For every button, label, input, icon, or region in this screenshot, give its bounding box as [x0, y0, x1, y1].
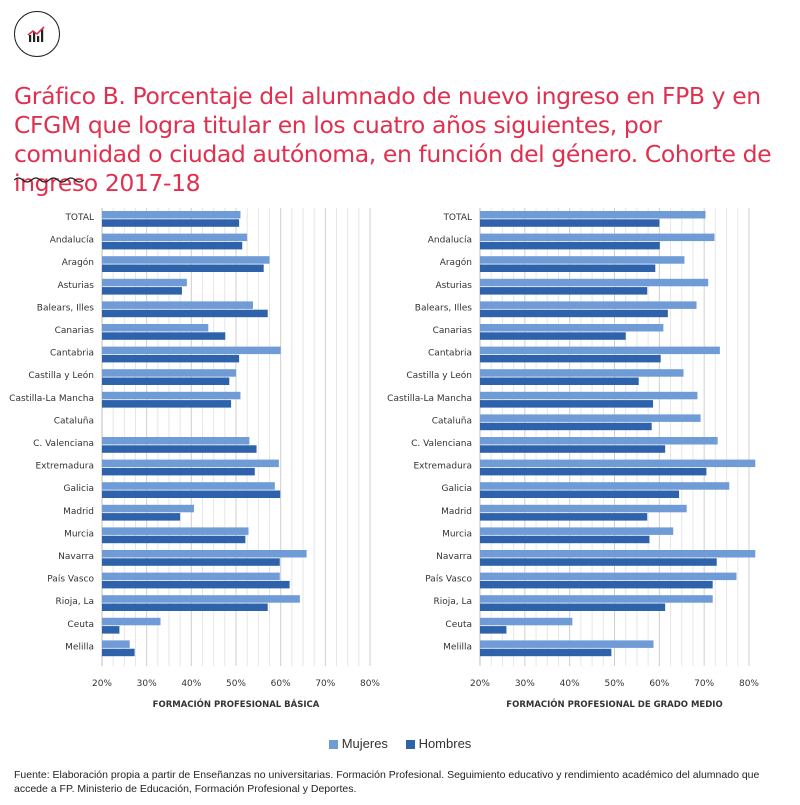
- bar-hombres: [480, 219, 659, 227]
- bar-mujeres: [480, 482, 729, 490]
- bar-mujeres: [102, 234, 247, 242]
- tick-label: 80%: [359, 679, 381, 689]
- tick-label: 60%: [270, 679, 291, 689]
- tick-label: 70%: [315, 679, 336, 689]
- bar-mujeres: [102, 392, 240, 400]
- bar-mujeres: [102, 527, 249, 535]
- category-label: Extremadura: [413, 461, 472, 472]
- bar-hombres: [480, 513, 647, 521]
- decorative-wave: [14, 176, 84, 184]
- category-label: Canarias: [54, 326, 94, 336]
- category-label: Ceuta: [67, 619, 94, 630]
- bar-mujeres: [102, 256, 270, 264]
- bar-hombres: [102, 400, 231, 408]
- bar-hombres: [102, 491, 280, 499]
- bar-hombres: [102, 445, 257, 453]
- source-note: Fuente: Elaboración propia a partir de Enseñanzas no universitarias. Formación Profesional. Seguimiento educativo y rendimiento académico del alumnado que accede a FP. Ministerio de Educación, Formación Profesional y Deportes.: [14, 769, 760, 795]
- tick-label: 60%: [649, 679, 670, 689]
- tick-label: 80%: [738, 679, 760, 689]
- x-axis-title: FORMACIÓN PROFESIONAL BÁSICA: [152, 700, 320, 710]
- bar-mujeres: [102, 279, 187, 287]
- bar-hombres: [480, 649, 611, 657]
- category-label: Cantabria: [50, 348, 94, 359]
- bar-hombres: [480, 445, 665, 453]
- bar-mujeres: [480, 640, 654, 648]
- legend-swatch-mujeres: [329, 740, 338, 749]
- bar-mujeres: [480, 618, 572, 626]
- bar-hombres: [102, 558, 280, 566]
- category-label: Cataluña: [53, 416, 94, 427]
- legend-item-mujeres: [329, 736, 388, 751]
- bar-hombres: [102, 536, 245, 544]
- bar-mujeres: [102, 437, 249, 445]
- bar-hombres: [480, 265, 655, 273]
- bar-mujeres: [102, 347, 281, 355]
- category-label: Murcia: [64, 529, 94, 540]
- bar-chart-icon: [26, 23, 48, 45]
- bar-mujeres: [102, 550, 307, 558]
- bar-mujeres: [102, 369, 236, 377]
- bar-mujeres: [102, 211, 240, 219]
- bar-hombres: [480, 626, 506, 634]
- category-label: Galicia: [441, 484, 472, 495]
- legend-label-hombres: Hombres: [418, 736, 472, 751]
- bar-hombres: [480, 468, 706, 476]
- category-label: Castilla-La Mancha: [387, 393, 472, 404]
- category-label: Murcia: [442, 529, 472, 540]
- bar-mujeres: [102, 460, 279, 468]
- category-label: Andalucía: [427, 235, 472, 246]
- bar-hombres: [480, 604, 665, 612]
- category-label: Canarias: [432, 326, 472, 336]
- category-label: Madrid: [441, 506, 472, 517]
- bar-mujeres: [480, 347, 720, 355]
- bar-mujeres: [480, 279, 708, 287]
- bar-hombres: [102, 310, 268, 318]
- bar-hombres: [480, 581, 713, 589]
- tick-label: 70%: [694, 679, 715, 689]
- bar-mujeres: [102, 482, 275, 490]
- category-label: Melilla: [65, 642, 94, 653]
- bar-hombres: [480, 491, 679, 499]
- category-label: Ceuta: [445, 619, 472, 630]
- tick-label: 40%: [559, 679, 580, 689]
- category-label: Balears, Illes: [36, 303, 94, 314]
- bar-mujeres: [102, 324, 208, 332]
- bar-mujeres: [102, 573, 280, 581]
- category-label: País Vasco: [425, 574, 472, 585]
- logo: [14, 11, 60, 57]
- bar-hombres: [102, 626, 119, 634]
- bar-mujeres: [102, 618, 161, 626]
- category-label: Balears, Illes: [414, 303, 472, 314]
- category-label: Castilla y León: [28, 371, 94, 382]
- tick-label: 20%: [91, 679, 113, 689]
- bar-mujeres: [480, 595, 713, 603]
- bar-hombres: [102, 242, 242, 250]
- bar-hombres: [480, 558, 717, 566]
- tick-label: 30%: [136, 679, 157, 689]
- bar-mujeres: [480, 527, 673, 535]
- bar-mujeres: [102, 595, 300, 603]
- bar-hombres: [102, 468, 255, 476]
- category-label: Madrid: [63, 506, 94, 517]
- category-label: Cantabria: [428, 348, 472, 359]
- bar-hombres: [102, 287, 182, 295]
- bar-hombres: [102, 355, 239, 363]
- legend-item-hombres: [406, 736, 472, 751]
- category-label: Navarra: [58, 552, 94, 562]
- category-label: Andalucía: [49, 235, 94, 246]
- bar-hombres: [480, 423, 652, 431]
- bar-mujeres: [102, 505, 194, 513]
- category-label: Melilla: [443, 642, 472, 653]
- bar-hombres: [480, 287, 647, 295]
- bar-mujeres: [480, 392, 697, 400]
- bar-mujeres: [480, 234, 714, 242]
- category-label: Navarra: [436, 552, 472, 562]
- bar-mujeres: [102, 640, 130, 648]
- category-label: Cataluña: [431, 416, 472, 427]
- bar-hombres: [480, 332, 626, 340]
- category-label: Asturias: [57, 280, 94, 291]
- legend: [0, 736, 800, 751]
- category-label: TOTAL: [443, 213, 472, 223]
- bar-mujeres: [480, 460, 755, 468]
- bar-mujeres: [480, 369, 684, 377]
- category-label: Aragón: [439, 258, 472, 269]
- bar-mujeres: [480, 324, 663, 332]
- tick-label: 30%: [514, 679, 535, 689]
- tick-label: 20%: [469, 679, 491, 689]
- category-label: TOTAL: [65, 213, 94, 223]
- bar-mujeres: [480, 211, 706, 219]
- category-label: Castilla-La Mancha: [9, 393, 94, 404]
- category-label: C. Valenciana: [33, 439, 94, 449]
- category-label: Rioja, La: [55, 597, 94, 608]
- bar-hombres: [102, 649, 135, 657]
- tick-label: 50%: [225, 679, 247, 689]
- bar-mujeres: [480, 301, 697, 309]
- category-label: Aragón: [61, 258, 94, 269]
- bar-hombres: [102, 513, 180, 521]
- bar-hombres: [102, 332, 225, 340]
- bar-mujeres: [480, 437, 718, 445]
- bar-mujeres: [480, 414, 701, 422]
- bar-charts: [0, 200, 800, 720]
- bar-hombres: [102, 219, 239, 227]
- category-label: Asturias: [435, 280, 472, 291]
- bar-hombres: [102, 265, 264, 273]
- bar-hombres: [480, 242, 660, 250]
- bar-hombres: [102, 604, 268, 612]
- legend-swatch-hombres: [406, 740, 415, 749]
- category-label: Extremadura: [35, 461, 94, 472]
- tick-label: 50%: [604, 679, 625, 689]
- category-label: C. Valenciana: [411, 439, 472, 449]
- bar-mujeres: [480, 256, 684, 264]
- category-label: País Vasco: [47, 574, 94, 585]
- bar-mujeres: [102, 301, 253, 309]
- category-label: Galicia: [63, 484, 94, 495]
- bar-hombres: [102, 581, 290, 589]
- bar-hombres: [480, 310, 668, 318]
- bar-hombres: [480, 400, 653, 408]
- legend-label-mujeres: Mujeres: [341, 736, 388, 751]
- x-axis-title: FORMACIÓN PROFESIONAL DE GRADO MEDIO: [506, 700, 723, 710]
- bar-hombres: [480, 378, 639, 386]
- bar-hombres: [480, 355, 661, 363]
- tick-label: 40%: [181, 679, 202, 689]
- bar-mujeres: [480, 550, 755, 558]
- chart-title: Gráfico B. Porcentaje del alumnado de nuevo ingreso en FPB y en CFGM que logra titular en los cuatro años siguientes, por comunidad o ciudad autónoma, en función del género. Cohorte de ingreso 2017-18: [14, 82, 772, 197]
- bar-hombres: [102, 378, 229, 386]
- category-label: Rioja, La: [433, 597, 472, 608]
- bar-mujeres: [480, 505, 687, 513]
- category-label: Castilla y León: [406, 371, 472, 382]
- bar-mujeres: [480, 573, 736, 581]
- bar-hombres: [480, 536, 649, 544]
